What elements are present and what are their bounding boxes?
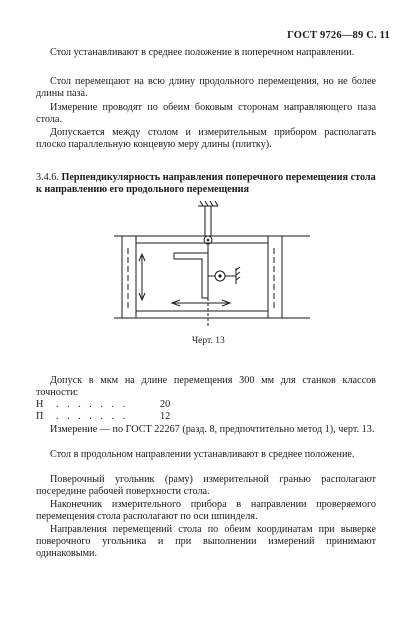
tolerance-row-p	[36, 411, 170, 423]
paragraph-indicator-tip: Наконечник измерительного прибора в направлении проверяемого перемещения стола располагают по оси шпинделя.	[36, 499, 376, 523]
section-title: Перпендикулярность направления поперечного перемещения стола к направлению его продольного перемещения	[36, 172, 376, 196]
paragraph-measurement-sides: Измерение проводят по обеим боковым сторонам направляющего паза стола.	[36, 102, 376, 126]
paragraph-measurement-method: Измерение — по ГОСТ 22267 (разд. 8, предпочтительно метод 1), черт. 13.	[50, 424, 375, 435]
paragraph-table-center: Стол в продольном направлении устанавливают в среднее положение.	[50, 449, 355, 460]
square-frame	[174, 253, 208, 298]
tolerance-class: П	[36, 411, 44, 422]
section-number: 3.4.6.	[36, 172, 59, 183]
tolerance-row-n	[36, 399, 170, 411]
left-support	[122, 236, 136, 318]
figure-caption: Черт. 13	[192, 336, 225, 346]
paragraph-square-placement: Поверочный угольник (раму) измерительной гранью располагают посередине рабочей поверхности стола.	[36, 474, 376, 498]
page-header: ГОСТ 9726—89 С. 11	[287, 30, 390, 41]
tolerance-value: 20	[160, 399, 171, 410]
section-heading	[36, 172, 376, 196]
tolerance-intro: Допуск в мкм на длине перемещения 300 мм для станков классов точности:	[36, 375, 376, 399]
paragraph-table-position: Стол устанавливают в среднее положение в поперечном направлении.	[50, 47, 355, 58]
tolerance-dots: . . . . . . .	[56, 399, 129, 410]
tolerance-class: Н	[36, 399, 44, 410]
right-support	[268, 236, 282, 318]
paragraph-table-movement: Стол перемещают на всю длину продольного перемещения, но не более длины паза.	[36, 76, 376, 100]
tolerance-value: 12	[160, 411, 171, 422]
paragraph-movement-directions: Направления перемещений стола по обеим координатам при выверке поверочного угольника и при выполнении измерений принимают одинаковыми.	[36, 524, 376, 560]
paragraph-gauge-block: Допускается между столом и измерительным прибором располагать плоско параллельную концевую меру длины (плитку).	[36, 127, 376, 151]
figure-drawing	[112, 198, 312, 333]
tolerance-dots: . . . . . . .	[56, 411, 129, 422]
